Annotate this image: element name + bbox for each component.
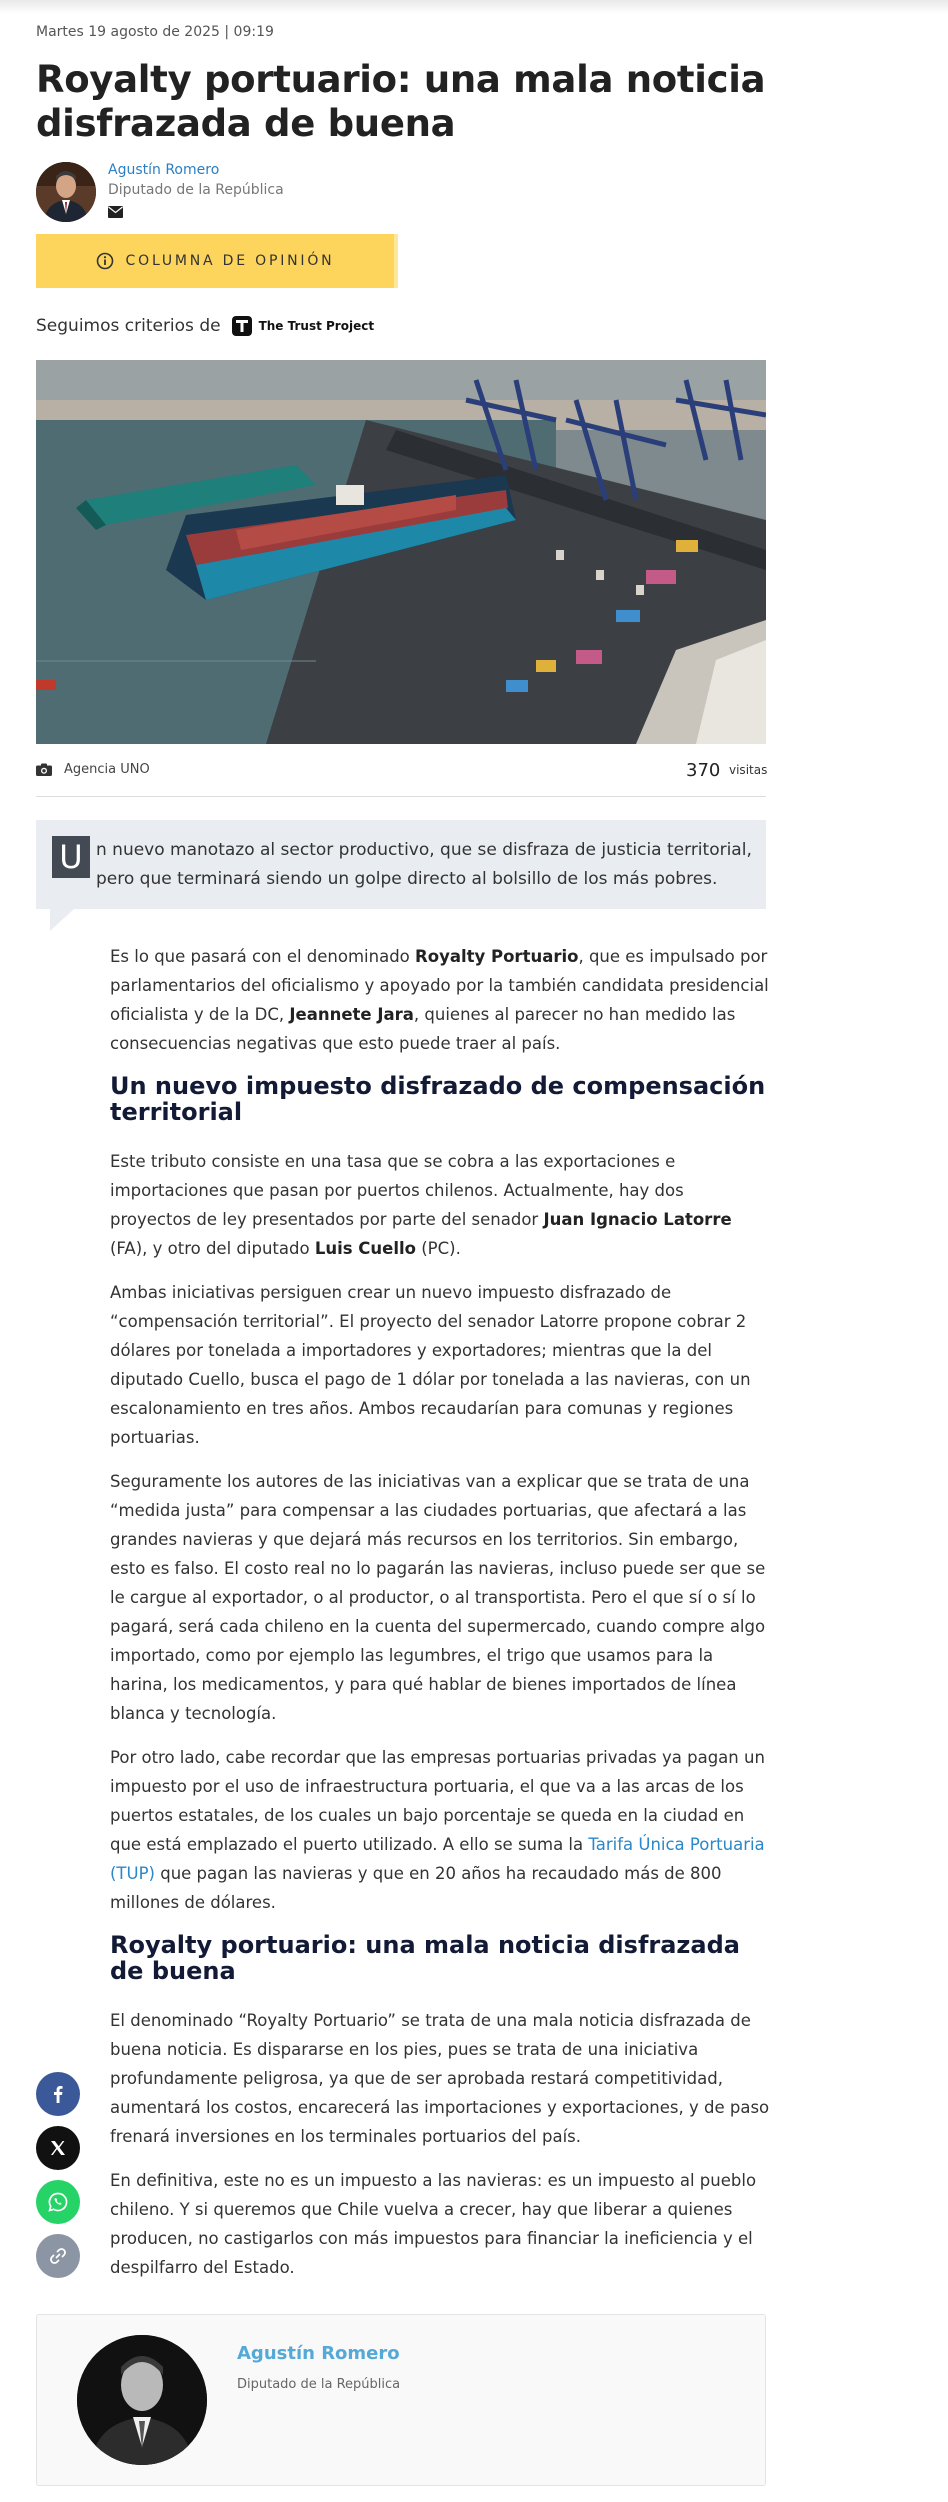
- camera-icon: [36, 763, 52, 776]
- article-body: [110, 942, 770, 2297]
- article-photo[interactable]: [36, 360, 766, 744]
- opinion-column-badge[interactable]: [36, 234, 398, 288]
- opinion-column-label: COLUMNA DE OPINIÓN: [125, 253, 335, 269]
- paragraph: Seguramente los autores de las iniciativas van a explicar que se trata de una “medida justa” para compensar a las ciudades portuarias, que afectará a las grandes navieras y que dejará más recursos en los territorios. Sin embargo, esto es falso. El costo real no lo pagarán las navieras, incluso puede ser que se le cargue al exportador, o al productor, o al transportista. Pero el que sí o sí lo pagará, será cada chileno en la cuenta del supermercado, cuando compre algo importado, como por ejemplo las legumbres, el trigo que usamos para la harina, los medicamentos, y para qué hablar de bienes importados de línea blanca y tecnología.: [110, 1472, 766, 1723]
- facebook-icon: [48, 2084, 68, 2104]
- lead-box: [36, 820, 766, 909]
- author-box-role: Diputado de la República: [237, 2377, 401, 2392]
- trust-project-line: [36, 315, 374, 337]
- share-link-button[interactable]: [36, 2234, 80, 2278]
- article-title: Royalty portuario: una mala noticia disfrazada de buena: [36, 58, 766, 145]
- paragraph: En definitiva, este no es un impuesto a las navieras: es un impuesto al pueblo chileno. Y si queremos que Chile vuelva a crecer, hay que liberar a quienes producen, no castigarlos con más impuestos para financiar la ineficiencia y el despilfarro del Estado.: [110, 2171, 757, 2277]
- author-box-avatar[interactable]: [77, 2335, 207, 2465]
- visits-count: 370: [686, 760, 721, 781]
- trust-project-icon: [231, 315, 253, 337]
- x-icon: [49, 2139, 67, 2157]
- author-role: Diputado de la República: [108, 182, 284, 198]
- paragraph: Ambas iniciativas persiguen crear un nuevo impuesto disfrazado de “compensación territorial”. El proyecto del senador Latorre propone cobrar 2 dólares por tonelada a importadores y exportadores; mientras que la del diputado Cuello, busca el pago de 1 dólar por tonelada a las navieras, con un escalonamiento en tres años. Ambos recaudarían para comunas y regiones portuarias.: [110, 1283, 751, 1447]
- link-icon: [48, 2246, 68, 2266]
- info-icon: [96, 252, 114, 270]
- section-heading: Un nuevo impuesto disfrazado de compensación territorial: [110, 1072, 766, 1126]
- top-shadow: [0, 0, 948, 14]
- share-facebook-button[interactable]: [36, 2072, 80, 2116]
- lead-box-tail: [50, 909, 74, 931]
- tup-link[interactable]: Tarifa Única Portuaria (TUP): [110, 1835, 765, 1883]
- author-box: [36, 2314, 766, 2486]
- divider: [36, 796, 766, 797]
- photo-credit-text: Agencia UNO: [64, 762, 150, 777]
- author-box-name[interactable]: Agustín Romero: [237, 2343, 400, 2364]
- lead-text: n nuevo manotazo al sector productivo, que se disfraza de justicia territorial, pero que terminará siendo un golpe directo al bolsillo de los más pobres.: [96, 840, 752, 889]
- envelope-icon[interactable]: [108, 206, 123, 218]
- paragraph: El denominado “Royalty Portuario” se trata de una mala noticia disfrazada de buena noticia. Es dispararse en los pies, pues se trata de una iniciativa profundamente peligrosa, ya que de ser aprobada restará competitividad, aumentará los costos, encarecerá las importaciones y exportaciones, y de paso frenará inversiones en los terminales portuarios del país.: [110, 2011, 770, 2146]
- whatsapp-icon: [47, 2191, 69, 2213]
- share-x-button[interactable]: [36, 2126, 80, 2170]
- section-heading: Royalty portuario: una mala noticia disfrazada de buena: [110, 1931, 740, 1985]
- share-whatsapp-button[interactable]: [36, 2180, 80, 2224]
- trust-project-logo[interactable]: [231, 315, 375, 337]
- visits-label: visitas: [729, 763, 768, 777]
- paragraph: Es lo que pasará con el denominado Royalty Portuario, que es impulsado por parlamentarios del oficialismo y apoyado por la también candidata presidencial oficialista y de la DC, Jeannete Jara, quienes al parecer no han medido las consecuencias negativas que esto puede traer al país.: [110, 947, 769, 1053]
- publish-date: Martes 19 agosto de 2025 | 09:19: [36, 24, 274, 40]
- drop-cap: U: [52, 836, 90, 878]
- trust-text: Seguimos criterios de: [36, 316, 221, 336]
- paragraph: Por otro lado, cabe recordar que las empresas portuarias privadas ya pagan un impuesto por el uso de infraestructura portuaria, el que va a las arcas de los puertos estatales, de los cuales un bajo porcentaje se queda en la ciudad en que está emplazado el puerto utilizado. A ello se suma la Tarifa Única Portuaria (TUP) que pagan las navieras y que en 20 años ha recaudado más de 800 millones de dólares.: [110, 1748, 765, 1912]
- photo-credit: [36, 762, 150, 777]
- author-avatar[interactable]: [36, 162, 96, 222]
- trust-project-name: The Trust Project: [258, 319, 375, 333]
- paragraph: Este tributo consiste en una tasa que se cobra a las exportaciones e importaciones que pasan por puertos chilenos. Actualmente, hay dos proyectos de ley presentados por parte del senador Juan Ignacio Latorre (FA), y otro del diputado Luis Cuello (PC).: [110, 1152, 732, 1258]
- author-name-link[interactable]: Agustín Romero: [108, 162, 220, 178]
